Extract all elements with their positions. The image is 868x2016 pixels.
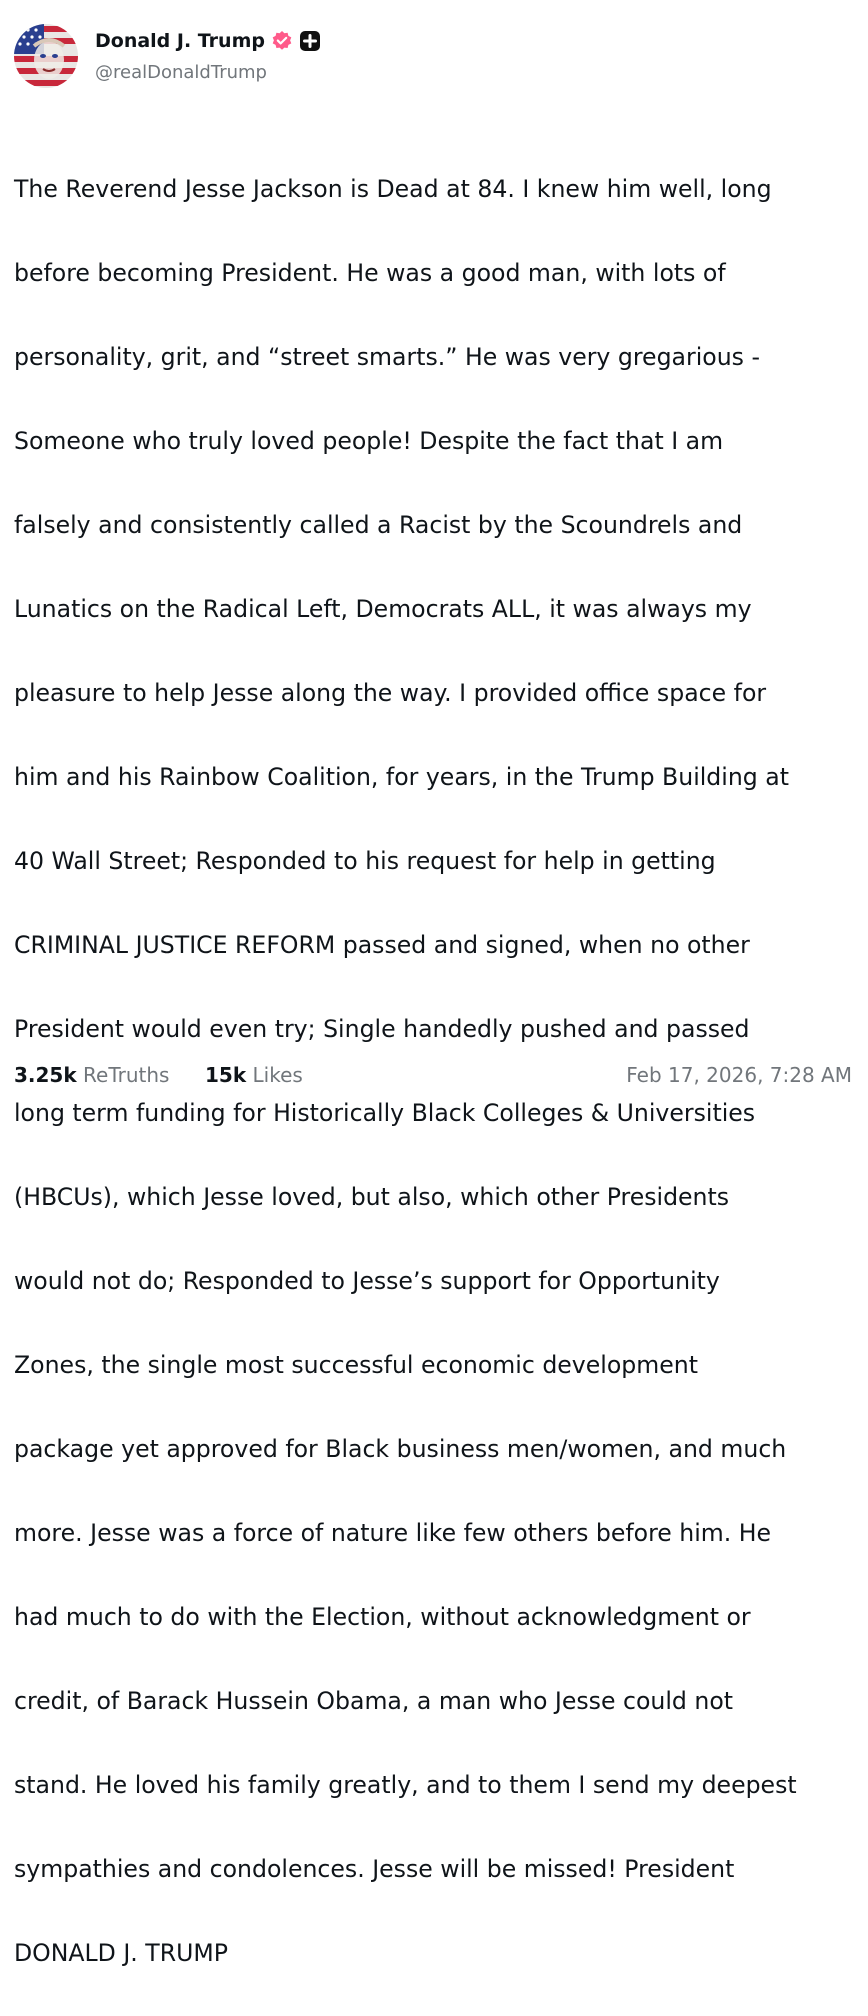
post-line: stand. He loved his family greatly, and to them I send my deepest bbox=[14, 1771, 797, 1799]
likes-label: Likes bbox=[252, 1063, 303, 1087]
post-timestamp[interactable]: Feb 17, 2026, 7:28 AM bbox=[626, 1063, 852, 1087]
post-line: would not do; Responded to Jesse’s support for Opportunity bbox=[14, 1267, 720, 1295]
post-line: Zones, the single most successful economic development bbox=[14, 1351, 698, 1379]
display-name[interactable]: Donald J. Trump bbox=[95, 30, 265, 52]
name-row bbox=[95, 30, 321, 52]
post-line: long term funding for Historically Black Colleges & Universities bbox=[14, 1099, 756, 1127]
retruths-count: 3.25k bbox=[14, 1063, 77, 1087]
post-line: him and his Rainbow Coalition, for years, in the Trump Building at bbox=[14, 763, 789, 791]
post-line: CRIMINAL JUSTICE REFORM passed and signed, when no other bbox=[14, 931, 750, 959]
post-line: falsely and consistently called a Racist by the Scoundrels and bbox=[14, 511, 743, 539]
post-line: credit, of Barack Hussein Obama, a man who Jesse could not bbox=[14, 1687, 734, 1715]
post-line: President would even try; Single handedly pushed and passed bbox=[14, 1015, 750, 1043]
post-line: more. Jesse was a force of nature like few others before him. He bbox=[14, 1519, 772, 1547]
post-footer bbox=[14, 1063, 852, 1093]
post-line: 40 Wall Street; Responded to his request for help in getting bbox=[14, 847, 716, 875]
likes-count: 15k bbox=[205, 1063, 247, 1087]
avatar[interactable] bbox=[14, 24, 78, 88]
verified-badge-icon bbox=[271, 30, 293, 52]
post-line: personality, grit, and “street smarts.” He was very gregarious - bbox=[14, 343, 760, 371]
post-line: The Reverend Jesse Jackson is Dead at 84. I knew him well, long bbox=[14, 175, 772, 203]
post-line: before becoming President. He was a good man, with lots of bbox=[14, 259, 726, 287]
post-line: Someone who truly loved people! Despite the fact that I am bbox=[14, 427, 724, 455]
post-line: Lunatics on the Radical Left, Democrats ALL, it was always my bbox=[14, 595, 752, 623]
post-line: DONALD J. TRUMP bbox=[14, 1939, 228, 1967]
likes-stat[interactable] bbox=[205, 1063, 303, 1087]
retruths-label: ReTruths bbox=[83, 1063, 170, 1087]
handle[interactable]: @realDonaldTrump bbox=[95, 62, 267, 83]
retruths-stat[interactable] bbox=[14, 1063, 169, 1087]
post-line: sympathies and condolences. Jesse will be missed! President bbox=[14, 1855, 735, 1883]
post-line: had much to do with the Election, without acknowledgment or bbox=[14, 1603, 751, 1631]
plus-badge-icon bbox=[299, 30, 321, 52]
post-line: (HBCUs), which Jesse loved, but also, which other Presidents bbox=[14, 1183, 730, 1211]
post-line: pleasure to help Jesse along the way. I provided office space for bbox=[14, 679, 767, 707]
avatar-image bbox=[14, 24, 78, 88]
post-line: package yet approved for Black business men/women, and much bbox=[14, 1435, 787, 1463]
